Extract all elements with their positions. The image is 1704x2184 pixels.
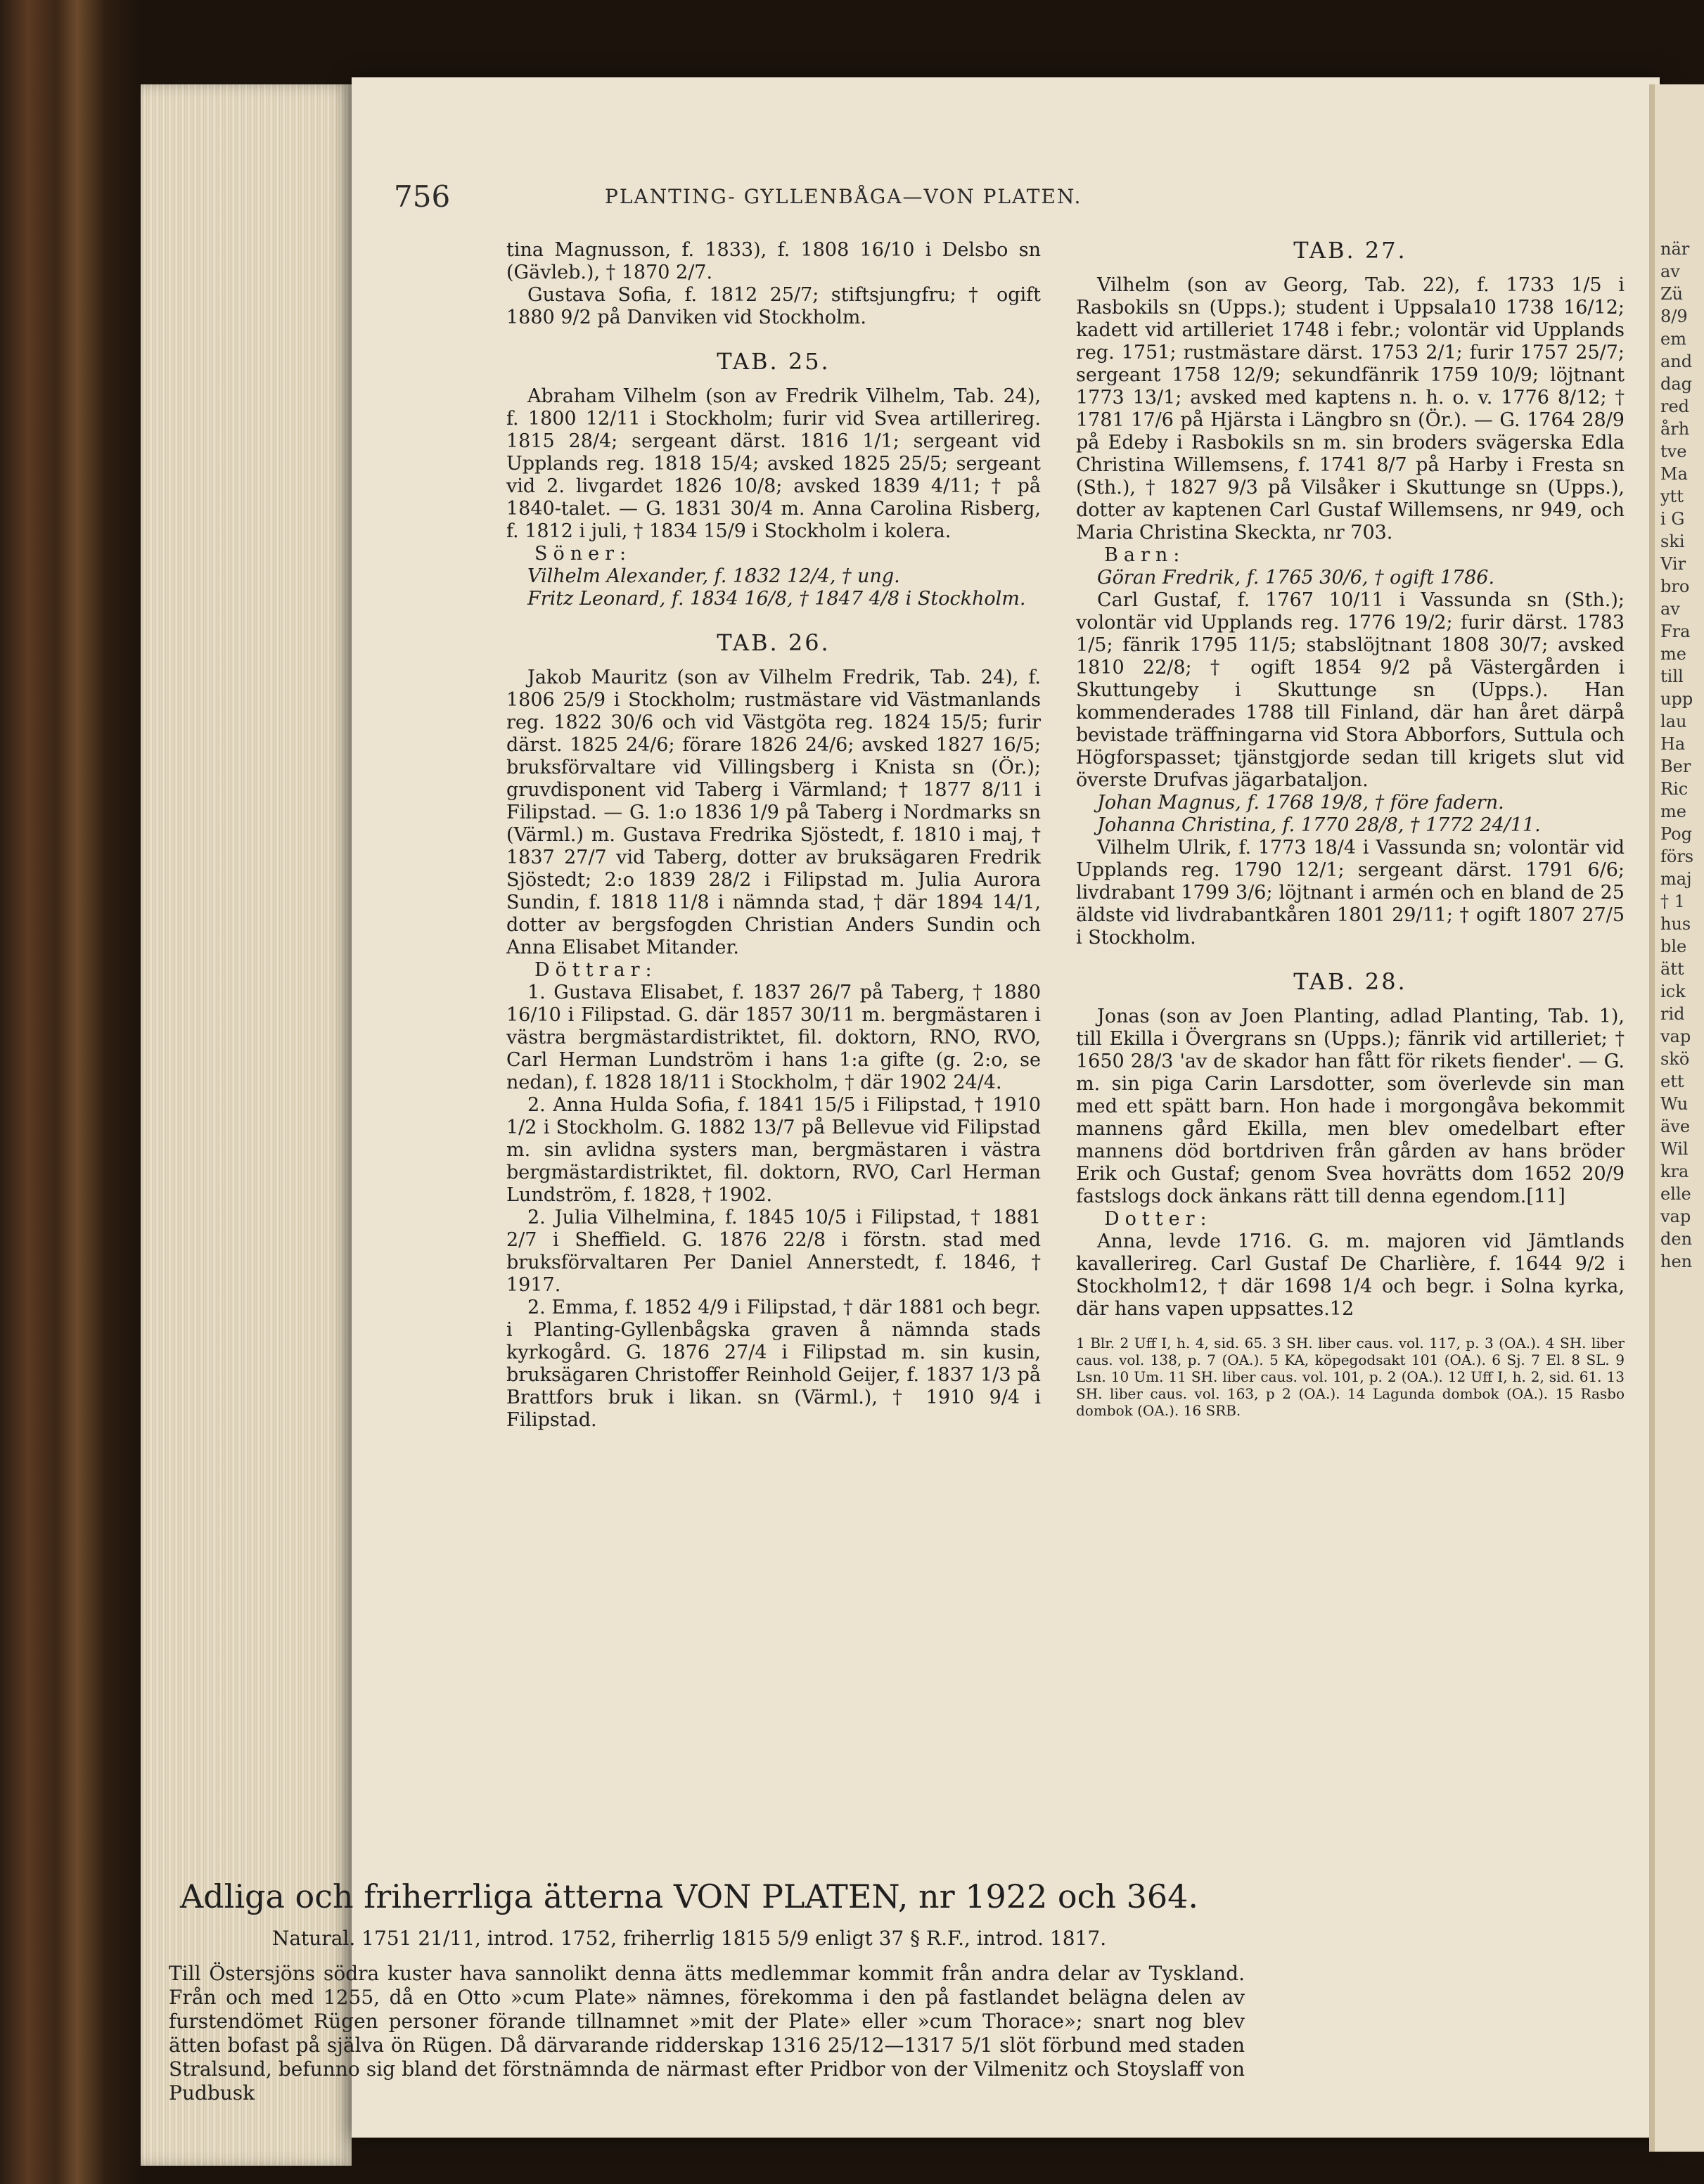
daughter-4: 2. Emma, f. 1852 4/9 i Filipstad, † där 1881 och begr. i Planting-Gyllenbågska graven å nämnda stads kyrkogård. G. 1876 27/4 i Filipstad m. sin kusin, bruksägaren Christoffer Reinhold Geijer, f. 1837 1/3 på Brattfors bruk i likan. sn (Värml.), † 1910 9/4 i Filipstad. <box>506 1297 1041 1431</box>
next-page-word: äve <box>1660 1117 1691 1136</box>
platen-title: Adliga och friherrliga ätterna VON PLATEN, nr 1922 och 364. <box>179 1877 1199 1915</box>
son-2: Fritz Leonard, f. 1834 16/8, † 1847 4/8 i Stockholm. <box>527 588 1026 610</box>
tab26-text: Jakob Mauritz (son av Vilhelm Fredrik, Tab. 24), f. 1806 25/9 i Stockholm; rustmästare vid Västmanlands reg. 1822 30/6 och vid Västgöta reg. 1824 15/5; furir därst. 1825 24/6; förare 1826 24/6; avsked 1827 16/5; bruksförvaltare vid Villingsberg i Knista sn (Ör.); gruvdisponent vid Taberg i Värmland; † 1877 8/11 i Filipstad. — G. 1:o 1836 1/9 på Taberg i Nordmarks sn (Värml.) m. Gustava Fredrika Sjöstedt, f. 1810 i maj, † 1837 27/7 vid Taberg, dotter av bruksägaren Fredrik Sjöstedt; 2:o 1839 28/2 i Filipstad m. Julia Aurora Sundin, f. 1818 11/8 i nämnda stad, † där 1894 14/1, dotter av bergsfogden Christian Anders Sundin och Anna Elisabet Mitander. <box>506 667 1041 958</box>
next-page-word: tve <box>1660 442 1687 461</box>
next-page-word: hen <box>1660 1252 1693 1271</box>
soner-label: Söner: <box>534 543 632 565</box>
next-page-word: vap <box>1660 1027 1691 1046</box>
next-page-word: ble <box>1660 937 1687 956</box>
next-page-word: Zü <box>1660 284 1684 304</box>
next-page-word: ski <box>1660 532 1685 551</box>
next-page-word: upp <box>1660 689 1693 709</box>
next-page-word: dag <box>1660 374 1693 394</box>
next-page-word: av <box>1660 262 1680 281</box>
next-page-word: kra <box>1660 1162 1689 1181</box>
next-page-word: årh <box>1660 419 1690 439</box>
right-column <box>1076 239 1625 1419</box>
left-column <box>506 239 1041 1432</box>
next-page-word: skö <box>1660 1049 1690 1069</box>
next-page-word: när <box>1660 239 1690 259</box>
next-page-word: Ma <box>1660 464 1688 484</box>
next-page-word: Wil <box>1660 1139 1689 1159</box>
dottrar-label: Döttrar: <box>534 959 658 981</box>
page-number: 756 <box>394 179 451 214</box>
child-4: Johanna Christina, f. 1770 28/8, † 1772 24/11. <box>1097 814 1541 836</box>
next-page-word: av <box>1660 599 1680 619</box>
next-page-word: Ha <box>1660 734 1686 754</box>
tab28-heading: TAB. 28. <box>1293 968 1407 995</box>
page-edges <box>141 84 352 2166</box>
dotter-label: Dotter: <box>1104 1208 1212 1230</box>
footnotes: 1 Blr. 2 Uff I, h. 4, sid. 65. 3 SH. liber caus. vol. 117, p. 3 (OA.). 4 SH. liber caus. vol. 138, p. 7 (OA.). 5 KA, köpegodsakt 101 (OA.). 6 Sj. 7 El. 8 SL. 9 Lsn. 10 Um. 11 SH. liber caus. vol. 101, p. 2 (OA.). 12 Uff I, h. 2, sid. 61. 13 SH. liber caus. vol. 163, p 2 (OA.). 14 Lagunda dombok (OA.). 15 Rasbo dombok (OA.). 16 SRB. <box>1076 1335 1625 1419</box>
daughter-1: 1. Gustava Elisabet, f. 1837 26/7 på Taberg, † 1880 16/10 i Filipstad. G. där 1857 30/11 m. bergmästaren i västra bergmästardistriktet, fil. doktorn, RNO, RVO, Carl Herman Lundström i hans 1:a gifte (g. 2:o, se nedan), f. 1828 18/11 i Stockholm, † där 1902 24/4. <box>506 982 1041 1093</box>
next-page-word: me <box>1660 644 1686 664</box>
next-page-word: rid <box>1660 1004 1685 1024</box>
next-page-word: den <box>1660 1229 1693 1249</box>
next-page-word: lau <box>1660 712 1687 731</box>
tab27-heading: TAB. 27. <box>1293 237 1407 264</box>
next-page-word: bro <box>1660 577 1690 596</box>
barn-label: Barn: <box>1104 544 1186 566</box>
next-page-edge <box>1649 84 1704 2152</box>
tab28-text: Jonas (son av Joen Planting, adlad Planting, Tab. 1), till Ekilla i Övergrans sn (Upps.); fänrik vid artilleriet; † 1650 28/3 'av de skador han fått för rikets fiender'. — G. m. sin piga Carin Larsdotter, som överlevde sin man med ett spätt barn. Hon hade i morgongåva bekommit mannens gård Ekilla, men blev omedelbart efter mannens död bortdriven från gården av hans bröder Erik och Gustaf; genom Svea hovrätts dom 1652 20/9 fastslogs dock änkans rätt till denna egendom.[11] <box>1076 1006 1625 1207</box>
next-page-word: Ber <box>1660 757 1691 776</box>
anna-paragraph: Anna, levde 1716. G. m. majoren vid Jämtlands kavallerireg. Carl Gustaf De Charlière, f. 1644 9/2 i Stockholm12, † där 1698 1/4 och begr. i Solna kyrka, där hans vapen uppsattes.12 <box>1076 1231 1625 1320</box>
next-page-word: elle <box>1660 1184 1691 1204</box>
book-page <box>169 77 1660 2138</box>
next-page-word: förs <box>1660 847 1694 866</box>
next-page-word: Pog <box>1660 824 1692 844</box>
next-page-word: i G <box>1660 509 1685 529</box>
child-3: Johan Magnus, f. 1768 19/8, † före fadern. <box>1097 792 1504 814</box>
page-header <box>394 179 1660 221</box>
daughter-3: 2. Julia Vilhelmina, f. 1845 10/5 i Filipstad, † 1881 2/7 i Sheffield. G. 1876 22/8 i förstn. stad med bruksförvaltaren Per Daniel Annerstedt, f. 1846, † 1917. <box>506 1207 1041 1296</box>
next-page-word: ett <box>1660 1072 1684 1091</box>
platen-subtitle: Natural. 1751 21/11, introd. 1752, friherrlig 1815 5/9 enligt 37 § R.F., introd. 1817. <box>271 1927 1107 1950</box>
next-page-word: † 1 <box>1660 892 1685 911</box>
next-page-word: Wu <box>1660 1094 1689 1114</box>
next-page-word: Vir <box>1660 554 1686 574</box>
gustava-paragraph: Gustava Sofia, f. 1812 25/7; stiftsjungfru; † ogift 1880 9/2 på Danviken vid Stockholm. <box>506 284 1041 328</box>
tab25-text: Abraham Vilhelm (son av Fredrik Vilhelm, Tab. 24), f. 1800 12/11 i Stockholm; furir vid Svea artillerireg. 1815 28/4; sergeant därst. 1816 1/1; sergeant vid Upplands reg. 1818 15/4; avsked 1825 25/5; sergeant vid 2. livgardet 1826 10/8; avsked 1839 4/11; † på 1840-talet. — G. 1831 30/4 m. Anna Carolina Risberg, f. 1812 i juli, † 1834 15/9 i Stockholm i kolera. <box>506 385 1041 542</box>
child-2: Carl Gustaf, f. 1767 10/11 i Vassunda sn (Sth.); volontär vid Upplands reg. 1776 19/2; furir därst. 1783 1/5; fänrik 1795 11/5; stabslöjtnant 1808 30/7; avsked 1810 22/8; † ogift 1854 9/2 på Västergården i Skuttungeby i Skuttunge sn (Upps.). Han kommenderades 1788 till Finland, där han året därpå bevistade träffningarna vid Stora Abborfors, Suttula och Högforspasset; tjänstgjorde sedan till krigets slut vid överste Drufvas jägarbataljon. <box>1076 589 1625 791</box>
daughter-2: 2. Anna Hulda Sofia, f. 1841 15/5 i Filipstad, † 1910 1/2 i Stockholm. G. 1882 13/7 på Bellevue vid Filipstad m. sin avlidna systers man, bergmästaren i västra bergmästardistriktet, fil. doktorn, RVO, Carl Herman Lundström, f. 1828, † 1902. <box>506 1094 1041 1206</box>
intro-paragraph: tina Magnusson, f. 1833), f. 1808 16/10 i Delsbo sn (Gävleb.), † 1870 2/7. <box>506 239 1041 283</box>
child-5: Vilhelm Ulrik, f. 1773 18/4 i Vassunda sn; volontär vid Upplands reg. 1790 12/1; sergeant därst. 1791 6/6; livdrabant 1799 3/6; löjtnant i armén och en bland de 25 äldste vid livdrabantkåren 1801 29/11; † ogift 1807 27/5 i Stockholm. <box>1076 837 1625 949</box>
next-page-word: and <box>1660 352 1693 371</box>
son-1: Vilhelm Alexander, f. 1832 12/4, † ung. <box>527 565 900 587</box>
next-page-word: red <box>1660 397 1690 416</box>
next-page-word: ytt <box>1660 487 1684 506</box>
next-page-word: em <box>1660 329 1686 349</box>
next-page-word: ätt <box>1660 959 1684 979</box>
next-page-word: Fra <box>1660 622 1691 641</box>
next-page-word: ick <box>1660 982 1686 1001</box>
next-page-word: vap <box>1660 1207 1691 1226</box>
next-page-word: maj <box>1660 869 1692 889</box>
platen-intro-text: Till Östersjöns södra kuster hava sannolikt denna ätts medlemmar kommit från andra delar av Tyskland. Från och med 1255, då en Otto »cum Plate» nämnes, förekomma i den på fastlandet belägna delen av furstendömet Rügen personer förande tillnamnet »mit der Plate» eller »cum Thorace»; snart nog blev ätten bofast på själva ön Rügen. Då därvarande ridderskap 1316 25/12—1317 5/1 slöt förbund med staden Stralsund, befunno sig bland det förstnämnda de närmast efter Pridbor von der Vilmenitz och Stoyslaff von Pudbusk <box>169 1962 1245 2105</box>
next-page-word: till <box>1660 667 1684 686</box>
child-1: Göran Fredrik, f. 1765 30/6, † ogift 1786. <box>1097 567 1495 589</box>
next-page-word: me <box>1660 802 1686 821</box>
tab25-heading: TAB. 25. <box>717 348 831 375</box>
tab27-text: Vilhelm (son av Georg, Tab. 22), f. 1733 1/5 i Rasbokils sn (Upps.); student i Uppsala10 1738 16/12; kadett vid artilleriet 1748 i febr.; volontär vid Upplands reg. 1751; rustmästare därst. 1753 2/1; furir 1757 25/7; sergeant 1758 12/9; sekundfänrik 1759 10/9; löjtnant 1773 13/1; avsked med kaptens n. h. o. v. 1776 8/12; † 1781 17/6 på Hjärsta i Längbro sn (Ör.). — G. 1764 28/9 på Edeby i Rasbokils sn m. sin broders svägerska Edla Christina Willemsens, f. 1741 8/7 på Harby i Fresta sn (Sth.), † 1827 9/3 på Vilsåker i Skuttunge sn (Upps.), dotter av kaptenen Carl Gustaf Willemsens, nr 949, och Maria Christina Skeckta, nr 703. <box>1076 274 1625 544</box>
running-title: PLANTING- GYLLENBÅGA—VON PLATEN. <box>605 185 1082 208</box>
next-page-word: Ric <box>1660 779 1689 799</box>
tab26-heading: TAB. 26. <box>717 629 831 656</box>
next-page-word: 8/9 <box>1660 307 1688 326</box>
next-page-word: hus <box>1660 914 1691 934</box>
